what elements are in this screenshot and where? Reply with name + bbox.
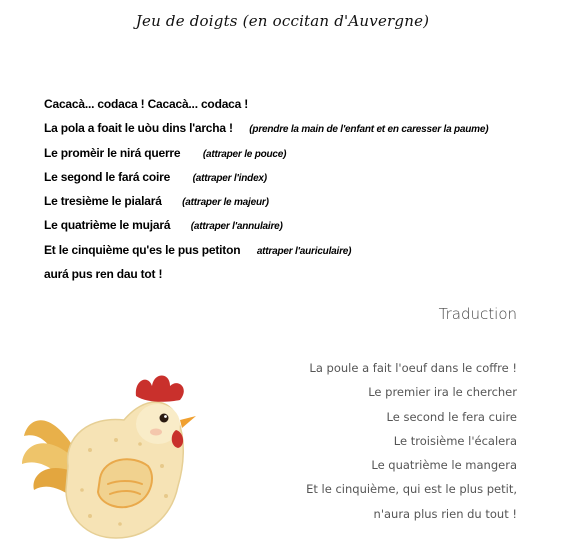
poem-line-instruction: (attraper le majeur) <box>182 197 269 209</box>
translation-line: Le premier ira le chercher <box>368 385 517 400</box>
poem-line-instruction: (prendre la main de l'enfant et en caresser la paume) <box>249 124 489 136</box>
poem-line-text: Le tresième le pialará <box>44 194 162 209</box>
page-title: Jeu de doigts (en occitan d'Auvergne) <box>135 12 430 30</box>
poem-line <box>44 141 554 165</box>
translation-line: n'aura plus rien du tout ! <box>373 506 517 521</box>
poem-line-instruction: attraper l'auriculaire) <box>256 245 352 257</box>
hen-beak <box>180 416 196 428</box>
poem-line-text: Cacacà... codaca ! Cacacà... codaca ! <box>44 97 249 111</box>
poem-line-instruction: (attraper le pouce) <box>202 148 287 160</box>
translation-line: La poule a fait l'oeuf dans le coffre ! <box>309 361 517 375</box>
hen-eye <box>160 414 169 423</box>
poem-line-text: Le segond le fará coire <box>44 169 171 184</box>
poem-line-instruction: (attraper l'index) <box>192 172 267 184</box>
poem-line <box>44 213 554 237</box>
poem-line-text: aurá pus ren dau tot ! <box>44 267 163 282</box>
poem-line <box>44 165 554 189</box>
translation-heading: Traduction <box>438 305 517 323</box>
translation-line: Et le cinquième, qui est le plus petit, <box>306 482 517 497</box>
poem-line <box>44 189 554 213</box>
poem-line-text: La pola a foait le uòu dins l'archa ! <box>44 121 233 136</box>
translation-line: Le quatrième le mangera <box>371 458 517 473</box>
poem-line <box>44 238 554 262</box>
hen-icon <box>20 366 200 546</box>
poem-line <box>44 262 554 286</box>
translation-line: Le troisième l'écalera <box>393 433 517 448</box>
poem-line <box>44 92 554 116</box>
translation-line: Le second le fera cuire <box>386 409 517 424</box>
hen-comb <box>136 376 184 402</box>
occitan-poem <box>44 92 554 286</box>
poem-line-instruction: (attraper l'annulaire) <box>190 221 283 233</box>
french-translation <box>306 356 517 526</box>
poem-line-text: Le quatrième le mujará <box>44 218 171 233</box>
poem-line-text: Et le cinquième qu'es le pus petiton <box>44 242 241 257</box>
poem-line <box>44 116 554 140</box>
poem-line-text: Le promèir le nirá querre <box>44 145 181 160</box>
